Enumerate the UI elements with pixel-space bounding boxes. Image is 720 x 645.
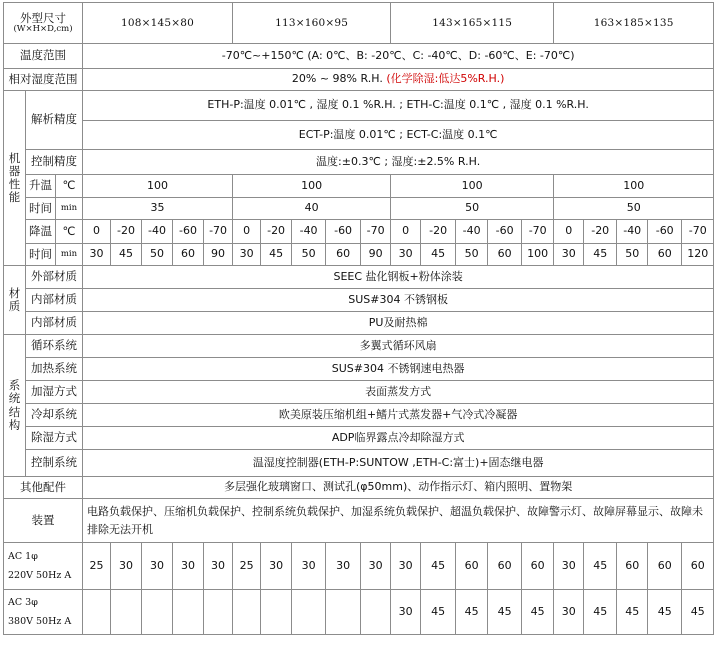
ac1-current: 30: [326, 543, 361, 590]
cooling-time: 60: [326, 244, 361, 266]
size-value: 108×145×80: [83, 3, 233, 44]
ac3-current: 30: [554, 590, 584, 635]
system-label: 除湿方式: [26, 427, 83, 450]
heating-time: 35: [83, 198, 233, 220]
cooling-time: 30: [391, 244, 421, 266]
ac1-current: 60: [648, 543, 682, 590]
heating-label: 升温: [26, 175, 56, 198]
ac3-current: 45: [617, 590, 648, 635]
cooling-time: 60: [648, 244, 682, 266]
ac3-label-cell: [4, 590, 83, 635]
ac3-current: [361, 590, 391, 635]
heating-unit-min: min: [56, 198, 83, 220]
humidity-range-row: [4, 69, 714, 91]
ac1-current: 60: [617, 543, 648, 590]
system-value: 温湿度控制器(ETH-P:SUNTOW ,ETH-C:富士)+固态继电器: [83, 450, 714, 477]
temp-range-value: -70℃~+150℃ (A: 0℃、B: -20℃、C: -40℃、D: -60℃、E: -70℃): [83, 44, 714, 69]
system-value: ADP临界露点冷却除湿方式: [83, 427, 714, 450]
ac3-current: [204, 590, 233, 635]
cooling-time-label: 时间: [26, 244, 56, 266]
cooling-time: 50: [456, 244, 488, 266]
control-precision-row: [4, 150, 714, 175]
size-unit-label: (W×H×D,cm): [13, 23, 73, 34]
machine-performance-group-label: [4, 91, 26, 266]
ac1-current: 30: [554, 543, 584, 590]
device-value: 电路负载保护、压缩机负载保护、控制系统负载保护、加湿系统负载保护、超温负载保护、故障警示灯、故障屏幕显示、故障未排除无法开机: [83, 499, 714, 543]
ac1-current: 30: [391, 543, 421, 590]
system-row: [4, 404, 714, 427]
material-value: PU及耐热棉: [83, 312, 714, 335]
resolution-label: 解析精度: [26, 91, 83, 150]
resolution-ect: ECT-P:温度 0.01℃ ; ECT-C:温度 0.1℃: [83, 121, 714, 150]
system-value: 欧美原装压缩机组+鳍片式蒸发器+气冷式冷凝器: [83, 404, 714, 427]
ac1-current: 60: [488, 543, 522, 590]
ac3-current: [173, 590, 204, 635]
ac3-current: 30: [391, 590, 421, 635]
resolution-row-1: [4, 91, 714, 121]
material-label: 内部材质: [26, 289, 83, 312]
ac3-current: [142, 590, 173, 635]
size-value: 143×165×115: [391, 3, 554, 44]
control-precision-label: 控制精度: [26, 150, 83, 175]
resolution-eth: ETH-P:温度 0.01℃ , 湿度 0.1 %R.H. ; ETH-C:温度 0.1℃ , 湿度 0.1 %R.H.: [83, 91, 714, 121]
chemical-dehumidify-note: (化学除湿:低达5%R.H.): [386, 72, 505, 86]
ac3-current: [326, 590, 361, 635]
system-row: [4, 381, 714, 404]
heating-unit-celsius: ℃: [56, 175, 83, 198]
size-value: 113×160×95: [233, 3, 391, 44]
material-label: 内部材质: [26, 312, 83, 335]
cooling-label: 降温: [26, 220, 56, 244]
system-label: 冷却系统: [26, 404, 83, 427]
cooling-time: 60: [173, 244, 204, 266]
ac1-current: 25: [233, 543, 261, 590]
material-row: [4, 266, 714, 289]
cooling-temp-row: [4, 220, 714, 244]
cooling-temp: 0: [391, 220, 421, 244]
heating-time-label: 时间: [26, 198, 56, 220]
ac1-current: 60: [682, 543, 714, 590]
cooling-time: 45: [261, 244, 292, 266]
system-row: [4, 427, 714, 450]
cooling-time: 100: [522, 244, 554, 266]
cooling-temp: -60: [173, 220, 204, 244]
heating-time: 50: [554, 198, 714, 220]
cooling-temp: -20: [584, 220, 617, 244]
cooling-temp: -40: [456, 220, 488, 244]
material-text: 材质: [8, 285, 21, 313]
ac1-current: 45: [584, 543, 617, 590]
accessories-value: 多层强化玻璃窗口、测试孔(φ50mm)、动作指示灯、箱内照明、置物架: [83, 477, 714, 499]
material-row: [4, 312, 714, 335]
control-precision-value: 温度:±0.3℃ ; 湿度:±2.5% R.H.: [83, 150, 714, 175]
ac3-current: [261, 590, 292, 635]
cooling-temp: -60: [488, 220, 522, 244]
ac1-current: 30: [142, 543, 173, 590]
ac1-row: [4, 543, 714, 590]
heating-temp-row: [4, 175, 714, 198]
cooling-time: 50: [292, 244, 326, 266]
size-label: 外型尺寸: [20, 10, 66, 25]
system-row: [4, 450, 714, 477]
system-value: 表面蒸发方式: [83, 381, 714, 404]
ac3-current: [292, 590, 326, 635]
material-value: SEEC 盐化钢板+粉体涂装: [83, 266, 714, 289]
machine-performance-text: 机器性能: [8, 150, 21, 205]
cooling-temp: 0: [233, 220, 261, 244]
size-row: [4, 3, 714, 44]
cooling-temp: -70: [361, 220, 391, 244]
system-label: 加湿方式: [26, 381, 83, 404]
ac1-phase-label: AC 1φ: [8, 551, 38, 562]
cooling-time: 45: [111, 244, 142, 266]
system-row: [4, 358, 714, 381]
temp-range-row: [4, 44, 714, 69]
ac3-voltage-label: 380V 50Hz A: [8, 616, 72, 627]
ac3-current: [111, 590, 142, 635]
cooling-temp: -70: [204, 220, 233, 244]
cooling-time-row: [4, 244, 714, 266]
cooling-time: 90: [204, 244, 233, 266]
cooling-temp: -40: [142, 220, 173, 244]
humidity-range-label: 相对湿度范围: [4, 69, 83, 91]
ac1-voltage-label: 220V 50Hz A: [8, 570, 72, 581]
device-row: [4, 499, 714, 543]
material-group-label: [4, 266, 26, 335]
size-value: 163×185×135: [554, 3, 714, 44]
material-row: [4, 289, 714, 312]
humidity-range-value: 20% ~ 98% R.H.: [291, 72, 383, 86]
system-structure-text: 系统结构: [8, 378, 21, 432]
system-label: 循环系统: [26, 335, 83, 358]
cooling-time: 30: [554, 244, 584, 266]
ac3-current: 45: [421, 590, 456, 635]
heating-temp: 100: [83, 175, 233, 198]
cooling-time: 50: [142, 244, 173, 266]
heating-time: 40: [233, 198, 391, 220]
ac1-current: 60: [456, 543, 488, 590]
cooling-temp: -40: [617, 220, 648, 244]
ac1-current: 60: [522, 543, 554, 590]
heating-time-row: [4, 198, 714, 220]
cooling-time: 30: [83, 244, 111, 266]
cooling-temp: 0: [83, 220, 111, 244]
cooling-temp: -20: [261, 220, 292, 244]
ac3-current: 45: [488, 590, 522, 635]
cooling-temp: -70: [522, 220, 554, 244]
material-value: SUS#304 不锈钢板: [83, 289, 714, 312]
cooling-temp: 0: [554, 220, 584, 244]
cooling-time: 45: [421, 244, 456, 266]
system-value: SUS#304 不锈钢速电热器: [83, 358, 714, 381]
ac3-current: 45: [682, 590, 714, 635]
accessories-row: [4, 477, 714, 499]
resolution-row-2: [4, 121, 714, 150]
system-label: 控制系统: [26, 450, 83, 477]
heating-time: 50: [391, 198, 554, 220]
material-label: 外部材质: [26, 266, 83, 289]
system-row: [4, 335, 714, 358]
cooling-unit-min: min: [56, 244, 83, 266]
ac1-label-cell: [4, 543, 83, 590]
ac3-current: 45: [584, 590, 617, 635]
heating-temp: 100: [391, 175, 554, 198]
ac3-current: 45: [456, 590, 488, 635]
cooling-temp: -40: [292, 220, 326, 244]
cooling-time: 30: [233, 244, 261, 266]
cooling-temp: -20: [421, 220, 456, 244]
cooling-time: 45: [584, 244, 617, 266]
cooling-time: 120: [682, 244, 714, 266]
size-label-cell: [4, 3, 83, 44]
ac3-current: [233, 590, 261, 635]
system-label: 加热系统: [26, 358, 83, 381]
cooling-time: 90: [361, 244, 391, 266]
spec-table: [3, 2, 714, 635]
ac3-row: [4, 590, 714, 635]
cooling-temp: -20: [111, 220, 142, 244]
humidity-range-value-cell: [83, 69, 714, 91]
heating-temp: 100: [554, 175, 714, 198]
cooling-temp: -60: [648, 220, 682, 244]
device-label: 装置: [4, 499, 83, 543]
ac1-current: 30: [111, 543, 142, 590]
ac1-current: 30: [292, 543, 326, 590]
temp-range-label: 温度范围: [4, 44, 83, 69]
cooling-unit-celsius: ℃: [56, 220, 83, 244]
ac3-current: 45: [522, 590, 554, 635]
ac1-current: 30: [204, 543, 233, 590]
system-value: 多翼式循环风扇: [83, 335, 714, 358]
ac1-current: 45: [421, 543, 456, 590]
cooling-temp: -60: [326, 220, 361, 244]
cooling-time: 50: [617, 244, 648, 266]
cooling-temp: -70: [682, 220, 714, 244]
accessories-label: 其他配件: [4, 477, 83, 499]
heating-temp: 100: [233, 175, 391, 198]
cooling-time: 60: [488, 244, 522, 266]
ac1-current: 30: [361, 543, 391, 590]
system-group-label: [4, 335, 26, 477]
ac3-current: [83, 590, 111, 635]
ac1-current: 30: [261, 543, 292, 590]
ac3-phase-label: AC 3φ: [8, 597, 38, 608]
ac3-current: 45: [648, 590, 682, 635]
ac1-current: 25: [83, 543, 111, 590]
ac1-current: 30: [173, 543, 204, 590]
